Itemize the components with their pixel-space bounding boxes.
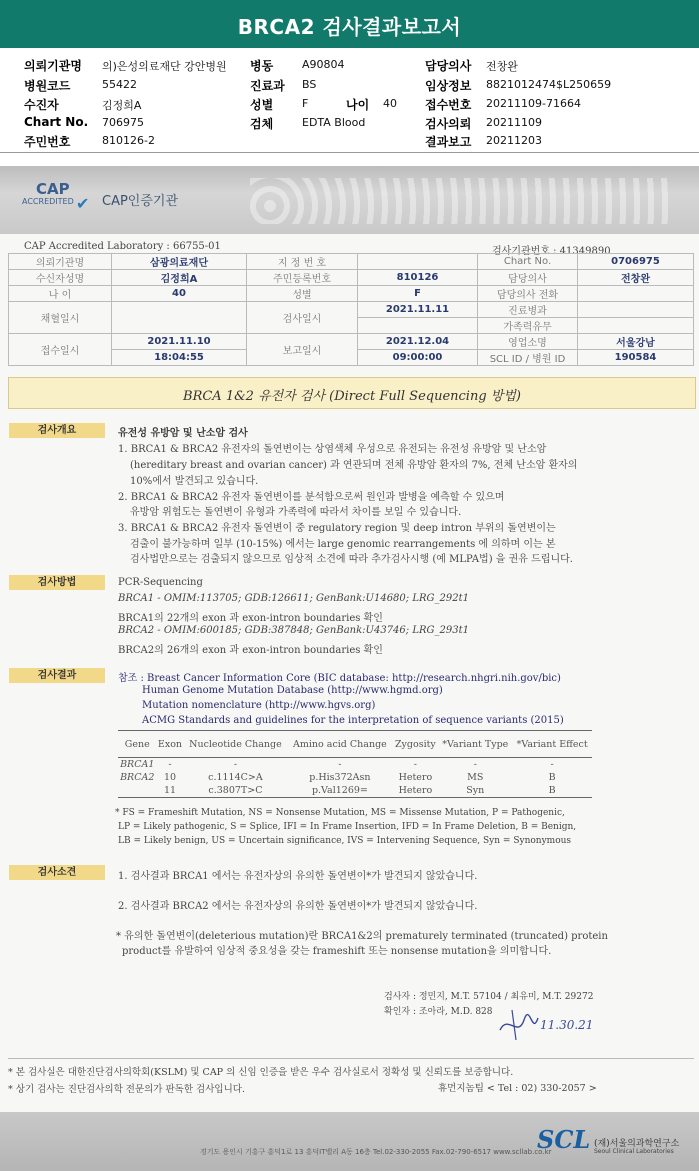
cap-label: CAP인증기관 <box>102 194 179 209</box>
variant-col-header: *Variant Type <box>438 731 512 758</box>
overview-line: 3. BRCA1 & BRCA2 유전자 돌연변이 중 regulatory region 및 deep intron 부위의 돌연변이는 <box>118 523 556 534</box>
info-value: F <box>302 97 309 110</box>
grid-value: F <box>358 286 478 302</box>
grid-value: 18:04:55 <box>112 350 247 366</box>
variant-cell: Syn <box>438 784 512 798</box>
method-line: BRCA2 - OMIM:600185; GDB:387848; GenBank:U43746; LRG_293t1 <box>118 625 469 636</box>
footer-address: 경기도 용인시 기흥구 흥덕1로 13 흥덕IT밸리 A동 16층 Tel.02-330-2055 Fax.02-790-6517 www.scllab.co.kr <box>200 1148 552 1156</box>
opinion-line: * 유의한 돌연변이(deleterious mutation)란 BRCA1&2의 prematurely terminated (truncated) protein <box>116 931 608 942</box>
variant-cell: - <box>550 759 554 770</box>
info-label: 임상정보 <box>425 79 472 93</box>
lab-number: 검사기관번호 : 41349890 <box>492 246 611 257</box>
info-label: 주민번호 <box>24 135 71 149</box>
grid-empty <box>358 318 478 334</box>
reference-line: ACMG Standards and guidelines for the interpretation of sequence variants (2015) <box>142 715 564 726</box>
cap-logo <box>16 180 96 216</box>
variant-cell: Hetero <box>392 784 438 798</box>
report-header-bar <box>0 0 699 48</box>
variant-cell: B <box>548 772 556 783</box>
info-label: 수진자 <box>24 98 59 112</box>
overview-line: 2. BRCA1 & BRCA2 유전자 돌연변이를 분석함으로써 원인과 발병을 예측할 수 있으며 <box>118 492 505 503</box>
info-value: 20211203 <box>486 134 542 147</box>
info-label: 병원코드 <box>24 79 71 93</box>
grid-key: 영업소명 <box>478 334 578 350</box>
overview-line: 검출이 불가능하며 일부 (10-15%) 에서는 large genomic rearrangements 에 의하며 이는 본 <box>130 539 556 550</box>
info-label: 접수번호 <box>425 98 472 112</box>
overview-line: 1. BRCA1 & BRCA2 유전자의 돌연변이는 상염색체 우성으로 유전되는 유전성 유방암 및 난소암 <box>118 444 547 455</box>
variant-cell: - <box>168 759 172 770</box>
info-value: 김정희A <box>102 99 142 112</box>
confirmer: 확인자 : 조아라, M.D. 828 <box>384 1007 493 1017</box>
variant-row <box>118 771 592 784</box>
grid-value: 190584 <box>578 350 694 366</box>
grid-key: Chart No. <box>478 254 578 270</box>
variant-table <box>118 730 592 798</box>
info-label: 의뢰기관명 <box>24 59 82 73</box>
variant-row <box>118 758 592 772</box>
grid-value: 810126 <box>358 270 478 286</box>
grid-value: 서울강남 <box>578 334 694 350</box>
variant-row <box>118 784 592 798</box>
method-line: PCR-Sequencing <box>118 577 203 588</box>
grid-value: 김정희A <box>112 270 247 286</box>
variant-col-header: Nucleotide Change <box>184 731 288 758</box>
info-label: 담당의사 <box>425 59 472 73</box>
cloud-pattern <box>250 178 670 224</box>
grid-key: 의뢰기관명 <box>9 254 112 270</box>
grid-key: 주민등록번호 <box>247 270 358 286</box>
section-opinion: 검사소견 <box>9 865 105 880</box>
divider <box>8 1058 694 1059</box>
reference-line: Human Genome Mutation Database (http://www.hgmd.org) <box>142 685 443 696</box>
variant-col-header: Amino acid Change <box>287 731 392 758</box>
opinion-line: 1. 검사결과 BRCA1 에서는 유전자상의 유의한 돌연변이*가 발견되지 않았습니다. <box>118 871 478 882</box>
examiner: 검사자 : 정민지, M.T. 57104 / 최유미, M.T. 29272 <box>384 992 594 1002</box>
overview-line: (hereditary breast and ovarian cancer) 과 연관되며 전체 유방암 환자의 7%, 전체 난소암 환자의 <box>130 460 578 471</box>
scl-subtitle: Seoul Clinical Laboratories <box>594 1148 674 1155</box>
variant-col-header: Exon <box>156 731 183 758</box>
variant-cell: MS <box>467 772 484 783</box>
variant-cell: BRCA1 <box>120 759 155 770</box>
scl-logo: SCL <box>537 1125 591 1154</box>
grid-value: 09:00:00 <box>358 350 478 366</box>
report-title: BRCA2 검사결과보고서 <box>237 15 462 39</box>
method-line: BRCA1 - OMIM:113705; GDB:126611; GenBank:U14680; LRG_292t1 <box>118 593 469 604</box>
variant-cell: - <box>413 759 417 770</box>
info-label: 검사의뢰 <box>425 117 472 131</box>
info-label: 결과보고 <box>425 135 472 149</box>
patient-grid <box>8 253 694 366</box>
grid-value <box>578 318 694 334</box>
variant-cell: p.Val1269= <box>287 784 392 798</box>
info-value: 전창완 <box>486 60 518 73</box>
test-title: BRCA 1&2 유전자 검사 (Direct Full Sequencing 방법) <box>183 389 521 404</box>
variant-cell: c.3807T>C <box>184 784 288 798</box>
cap-logo-text: CAP <box>36 180 70 198</box>
grid-key: 진료병과 <box>478 302 578 318</box>
variant-note: LP = Likely pathogenic, S = Splice, IFI = In Frame Insertion, IFD = In Frame Deletion, B = Benign, <box>118 822 577 832</box>
grid-value: 2021.12.04 <box>358 334 478 350</box>
info-value: EDTA Blood <box>302 116 366 129</box>
info-label: 나이 <box>346 98 370 112</box>
grid-key: 수신자성명 <box>9 270 112 286</box>
reference-line: 참조 : Breast Cancer Information Core (BIC database: http://research.nhgri.nih.gov/bic) <box>118 673 561 684</box>
variant-cell: c.1114C>A <box>208 772 263 783</box>
check-icon: ✔ <box>76 194 90 213</box>
grid-value <box>578 286 694 302</box>
variant-cell: 11 <box>156 784 183 798</box>
scl-name: (재)서울의과학연구소 <box>594 1139 680 1149</box>
cap-lab-number: CAP Accredited Laboratory : 66755-01 <box>24 241 221 252</box>
info-label: 진료과 <box>250 79 285 93</box>
method-line: BRCA1의 22개의 exon 과 exon-intron boundaries 확인 <box>118 613 383 624</box>
variant-cell: 10 <box>163 772 177 783</box>
grid-value: 전창완 <box>578 270 694 286</box>
grid-key: 담당의사 전화 <box>478 286 578 302</box>
grid-key: 보고일시 <box>247 334 358 366</box>
info-value: 810126-2 <box>102 134 155 147</box>
info-label: 병동 <box>250 59 274 73</box>
signature <box>498 1008 594 1042</box>
variant-cell: - <box>233 759 238 770</box>
grid-key: 담당의사 <box>478 270 578 286</box>
grid-key: 채혈일시 <box>9 302 112 334</box>
variant-cell: BRCA2 <box>120 772 155 783</box>
team-phone: 휴먼지놈팀 < Tel : 02) 330-2057 > <box>438 1083 597 1094</box>
variant-cell: - <box>338 759 342 770</box>
info-value: 의)은성의료재단 강안병원 <box>102 60 227 73</box>
info-label: 검체 <box>250 117 274 131</box>
grid-key: 나 이 <box>9 286 112 302</box>
info-value: BS <box>302 78 317 91</box>
overview-line: 유전성 유방암 및 난소암 검사 <box>118 428 248 439</box>
info-value: 20211109-71664 <box>486 97 581 110</box>
variant-col-header: Zygosity <box>392 731 438 758</box>
footnote: * 상기 검사는 진단검사의학 전문의가 판독한 검사입니다. <box>8 1084 245 1095</box>
variant-col-header: Gene <box>118 731 156 758</box>
overview-line: 10%에서 발견되고 있습니다. <box>130 476 259 487</box>
section-result: 검사결과 <box>9 668 105 683</box>
grid-key: SCL ID / 병원 ID <box>478 350 578 366</box>
opinion-line: 2. 검사결과 BRCA2 에서는 유전자상의 유의한 돌연변이*가 발견되지 않았습니다. <box>118 901 478 912</box>
overview-line: 검사법만으로는 검출되지 않으므로 임상적 소견에 따라 추가검사시행 (예 MLPA법) 을 권유 드립니다. <box>130 554 573 565</box>
grid-key: 접수일시 <box>9 334 112 366</box>
section-method: 검사방법 <box>9 575 105 590</box>
reference-line: Mutation nomenclature (http://www.hgvs.org) <box>142 700 376 711</box>
test-title-box <box>8 377 696 409</box>
grid-value <box>358 254 478 270</box>
overview-line: 유방암 위험도는 돌연변이 유형과 가족력에 따라서 차이를 보일 수 있습니다. <box>130 507 462 518</box>
info-value: 706975 <box>102 116 144 129</box>
footnote: * 본 검사실은 대한진단검사의학회(KSLM) 및 CAP 의 신임 인증을 받은 우수 검사실로서 정확성 및 신뢰도를 보증합니다. <box>8 1067 514 1078</box>
info-value: 55422 <box>102 78 137 91</box>
variant-cell: p.His372Asn <box>309 772 371 783</box>
opinion-line: product를 유발하여 임상적 중요성을 갖는 frameshift 또는 nonsense mutation을 의미합니다. <box>122 946 552 957</box>
grid-key: 성별 <box>247 286 358 302</box>
method-line: BRCA2의 26개의 exon 과 exon-intron boundaries 확인 <box>118 645 383 656</box>
grid-key: 검사일시 <box>247 302 358 334</box>
variant-cell: B <box>512 784 592 798</box>
grid-key: 가족력유무 <box>478 318 578 334</box>
grid-value: 2021.11.10 <box>112 334 247 350</box>
info-value: 20211109 <box>486 116 542 129</box>
info-value: A90804 <box>302 58 345 71</box>
variant-cell: - <box>473 759 477 770</box>
section-overview: 검사개요 <box>9 423 105 438</box>
grid-value: 40 <box>112 286 247 302</box>
variant-col-header: *Variant Effect <box>512 731 592 758</box>
grid-value <box>112 302 247 334</box>
grid-value: 2021.11.11 <box>358 302 478 318</box>
cap-logo-sub: ACCREDITED <box>22 197 74 206</box>
info-label: Chart No. <box>24 115 89 129</box>
grid-key: 지 정 번 호 <box>247 254 358 270</box>
info-value: 8821012474$L250659 <box>486 78 612 91</box>
divider <box>0 152 699 153</box>
grid-value: 0706975 <box>578 254 694 270</box>
variant-note: * FS = Frameshift Mutation, NS = Nonsense Mutation, MS = Missense Mutation, P = Pathogenic, <box>115 808 565 818</box>
grid-value <box>578 302 694 318</box>
info-label: 성별 <box>250 98 274 112</box>
signature-date: 11.30.21 <box>540 1018 594 1032</box>
grid-value: 삼광의료재단 <box>112 254 247 270</box>
variant-cell <box>118 784 156 798</box>
variant-note: LB = Likely benign, US = Uncertain significance, IVS = Intervening Sequence, Syn = Synonymous <box>118 836 572 846</box>
info-value: 40 <box>383 97 397 110</box>
variant-cell: Hetero <box>398 772 433 783</box>
